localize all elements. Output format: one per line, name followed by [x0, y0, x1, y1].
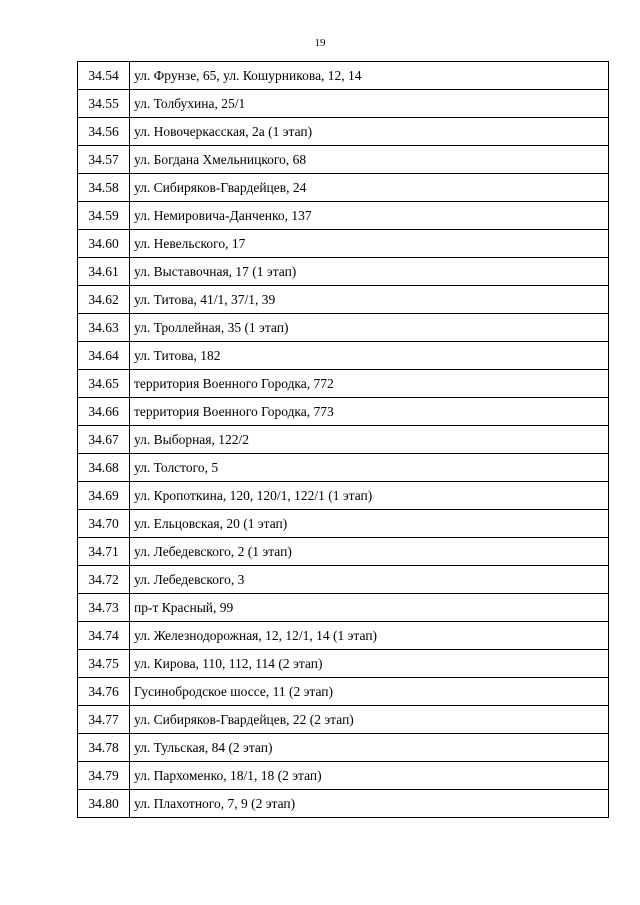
table-row: [78, 426, 609, 454]
row-number: 34.75: [78, 650, 130, 678]
row-address: территория Военного Городка, 773: [130, 398, 609, 426]
table-row: [78, 790, 609, 818]
row-address: ул. Богдана Хмельницкого, 68: [130, 146, 609, 174]
row-number: 34.77: [78, 706, 130, 734]
row-number: 34.66: [78, 398, 130, 426]
row-address: ул. Лебедевского, 2 (1 этап): [130, 538, 609, 566]
table-row: [78, 454, 609, 482]
row-address: ул. Ельцовская, 20 (1 этап): [130, 510, 609, 538]
row-number: 34.64: [78, 342, 130, 370]
row-number: 34.68: [78, 454, 130, 482]
row-number: 34.76: [78, 678, 130, 706]
table-row: [78, 538, 609, 566]
row-number: 34.79: [78, 762, 130, 790]
table-row: [78, 174, 609, 202]
table-row: [78, 230, 609, 258]
row-number: 34.70: [78, 510, 130, 538]
row-address: ул. Кропоткина, 120, 120/1, 122/1 (1 этап): [130, 482, 609, 510]
table-row: [78, 62, 609, 90]
row-address: Гусинобродское шоссе, 11 (2 этап): [130, 678, 609, 706]
row-address: ул. Плахотного, 7, 9 (2 этап): [130, 790, 609, 818]
address-table: [77, 61, 609, 818]
row-number: 34.54: [78, 62, 130, 90]
row-number: 34.73: [78, 594, 130, 622]
row-address: ул. Кирова, 110, 112, 114 (2 этап): [130, 650, 609, 678]
row-address: ул. Пархоменко, 18/1, 18 (2 этап): [130, 762, 609, 790]
table-row: [78, 706, 609, 734]
row-address: пр-т Красный, 99: [130, 594, 609, 622]
row-address: ул. Толбухина, 25/1: [130, 90, 609, 118]
address-table-body: [78, 62, 609, 818]
row-number: 34.58: [78, 174, 130, 202]
row-number: 34.61: [78, 258, 130, 286]
row-address: ул. Выставочная, 17 (1 этап): [130, 258, 609, 286]
row-number: 34.72: [78, 566, 130, 594]
table-row: [78, 398, 609, 426]
table-row: [78, 286, 609, 314]
table-row: [78, 258, 609, 286]
row-address: территория Военного Городка, 772: [130, 370, 609, 398]
row-address: ул. Толстого, 5: [130, 454, 609, 482]
table-row: [78, 734, 609, 762]
table-row: [78, 678, 609, 706]
table-row: [78, 342, 609, 370]
table-row: [78, 118, 609, 146]
page-number: 19: [314, 37, 326, 49]
table-row: [78, 370, 609, 398]
row-address: ул. Фрунзе, 65, ул. Кошурникова, 12, 14: [130, 62, 609, 90]
row-number: 34.74: [78, 622, 130, 650]
row-number: 34.71: [78, 538, 130, 566]
row-number: 34.78: [78, 734, 130, 762]
row-number: 34.57: [78, 146, 130, 174]
table-row: [78, 594, 609, 622]
row-address: ул. Лебедевского, 3: [130, 566, 609, 594]
row-number: 34.69: [78, 482, 130, 510]
table-row: [78, 566, 609, 594]
row-number: 34.80: [78, 790, 130, 818]
row-address: ул. Новочеркасская, 2а (1 этап): [130, 118, 609, 146]
row-address: ул. Выборная, 122/2: [130, 426, 609, 454]
table-row: [78, 762, 609, 790]
row-address: ул. Троллейная, 35 (1 этап): [130, 314, 609, 342]
row-address: ул. Титова, 41/1, 37/1, 39: [130, 286, 609, 314]
row-number: 34.60: [78, 230, 130, 258]
table-row: [78, 90, 609, 118]
row-address: ул. Железнодорожная, 12, 12/1, 14 (1 этап): [130, 622, 609, 650]
table-row: [78, 482, 609, 510]
table-row: [78, 510, 609, 538]
table-row: [78, 650, 609, 678]
row-address: ул. Сибиряков-Гвардейцев, 22 (2 этап): [130, 706, 609, 734]
row-address: ул. Сибиряков-Гвардейцев, 24: [130, 174, 609, 202]
row-number: 34.67: [78, 426, 130, 454]
table-row: [78, 314, 609, 342]
row-number: 34.59: [78, 202, 130, 230]
row-number: 34.63: [78, 314, 130, 342]
row-address: ул. Невельского, 17: [130, 230, 609, 258]
row-number: 34.55: [78, 90, 130, 118]
row-number: 34.62: [78, 286, 130, 314]
row-number: 34.65: [78, 370, 130, 398]
row-number: 34.56: [78, 118, 130, 146]
table-row: [78, 202, 609, 230]
table-row: [78, 622, 609, 650]
row-address: ул. Немировича-Данченко, 137: [130, 202, 609, 230]
table-row: [78, 146, 609, 174]
row-address: ул. Титова, 182: [130, 342, 609, 370]
row-address: ул. Тульская, 84 (2 этап): [130, 734, 609, 762]
